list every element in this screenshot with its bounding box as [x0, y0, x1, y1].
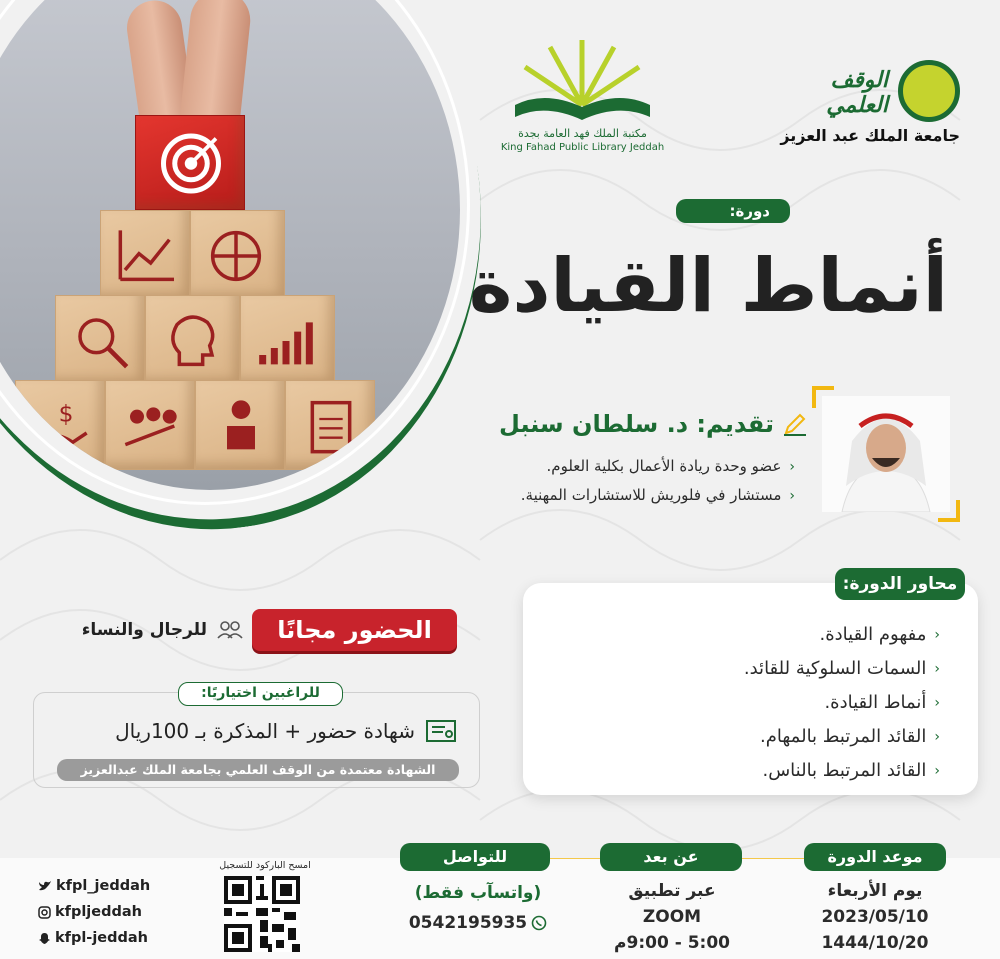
contact-label: للتواصل — [400, 843, 550, 871]
library-name-en: King Fahad Public Library Jeddah — [500, 142, 665, 153]
presenter-role: ‹مستشار في فلوريش للاستشارات المهنية. — [520, 486, 795, 504]
chevron-icon: ‹ — [789, 459, 795, 475]
qr-label: امسح الباركود للتسجيل — [219, 860, 311, 871]
contact-phone[interactable]: 0542195935 — [408, 913, 528, 933]
offer-text: شهادة حضور + المذكرة بـ 100ريال — [115, 719, 415, 743]
chevron-icon: ‹ — [934, 695, 940, 711]
library-name-ar: مكتبة الملك فهد العامة بجدة — [518, 127, 647, 140]
course-title: أنماط القيادة — [468, 243, 948, 329]
contact-phone-row[interactable] — [398, 908, 558, 938]
free-attendance-badge: الحضور مجانًا — [252, 609, 457, 651]
chevron-icon: ‹ — [789, 488, 795, 504]
people-icon — [215, 618, 245, 642]
date-block — [800, 878, 950, 956]
audience-text: للرجال والنساء — [81, 620, 207, 640]
social-list — [38, 873, 150, 951]
contact-note: (واتسآب فقط) — [414, 883, 542, 903]
waqf-name: الوقف العلمي — [826, 68, 888, 118]
university-name: جامعة الملك عبد العزيز — [780, 126, 960, 145]
qr-code[interactable] — [224, 876, 300, 952]
library-logo — [495, 35, 670, 155]
chevron-icon: ‹ — [934, 627, 940, 643]
twitter-handle[interactable]: kfpl_jeddah — [56, 878, 151, 894]
presenter-portrait — [822, 396, 950, 512]
remote-block — [598, 878, 746, 956]
svg-text:$: $ — [58, 399, 74, 428]
list-item: ‹ القائد المرتبط بالمهام. — [744, 720, 940, 754]
chevron-icon: ‹ — [934, 661, 940, 677]
presenter-heading — [499, 410, 808, 438]
remote-time: 5:00 - 9:00م — [614, 933, 730, 953]
chevron-icon: ‹ — [934, 729, 940, 745]
twitter-icon — [38, 880, 52, 892]
social-item[interactable] — [38, 873, 150, 899]
list-item: ‹ السمات السلوكية للقائد. — [744, 652, 940, 686]
optional-label: للراغبين اختياريًا: — [178, 682, 343, 706]
qr-code-image — [224, 876, 300, 952]
chevron-icon: ‹ — [934, 763, 940, 779]
presenter-name: تقديم: د. سلطان سنبل — [499, 410, 774, 438]
presenter-photo — [822, 396, 950, 512]
remote-app: ZOOM — [642, 907, 702, 927]
snapchat-handle[interactable]: kfpl-jeddah — [55, 930, 148, 946]
pen-icon — [782, 411, 808, 437]
date-gregorian: 2023/05/10 — [821, 907, 929, 927]
presenter-role: ‹عضو وحدة ريادة الأعمال بكلية العلوم. — [546, 457, 795, 475]
whatsapp-icon — [531, 915, 547, 931]
axes-list — [744, 618, 940, 788]
date-hijri: 1444/10/20 — [821, 933, 929, 953]
waqf-logo — [770, 50, 960, 150]
presenter-roles — [521, 452, 795, 510]
list-item: ‹ مفهوم القيادة. — [744, 618, 940, 652]
certificate-note: الشهادة معتمدة من الوقف العلمي بجامعة الملك عبدالعزيز — [57, 759, 459, 781]
contact-block — [398, 878, 558, 938]
waqf-emblem — [898, 60, 960, 122]
social-item[interactable] — [38, 925, 150, 951]
date-label: موعد الدورة — [804, 843, 946, 871]
date-day: يوم الأربعاء — [827, 881, 923, 901]
optional-offer — [115, 718, 457, 744]
snapchat-icon — [38, 932, 51, 945]
list-item: ‹ أنماط القيادة. — [744, 686, 940, 720]
remote-line1: عبر تطبيق — [628, 881, 716, 901]
presenter-frame — [812, 386, 960, 522]
audience — [50, 618, 245, 642]
axes-label: محاور الدورة: — [835, 568, 965, 600]
remote-label: عن بعد — [600, 843, 742, 871]
certificate-icon — [425, 718, 457, 744]
course-label: دورة: — [676, 199, 790, 223]
instagram-icon — [38, 906, 51, 919]
social-item[interactable] — [38, 899, 150, 925]
instagram-handle[interactable]: kfpljeddah — [55, 904, 142, 920]
library-emblem-icon — [505, 35, 660, 125]
list-item: ‹ القائد المرتبط بالناس. — [744, 754, 940, 788]
